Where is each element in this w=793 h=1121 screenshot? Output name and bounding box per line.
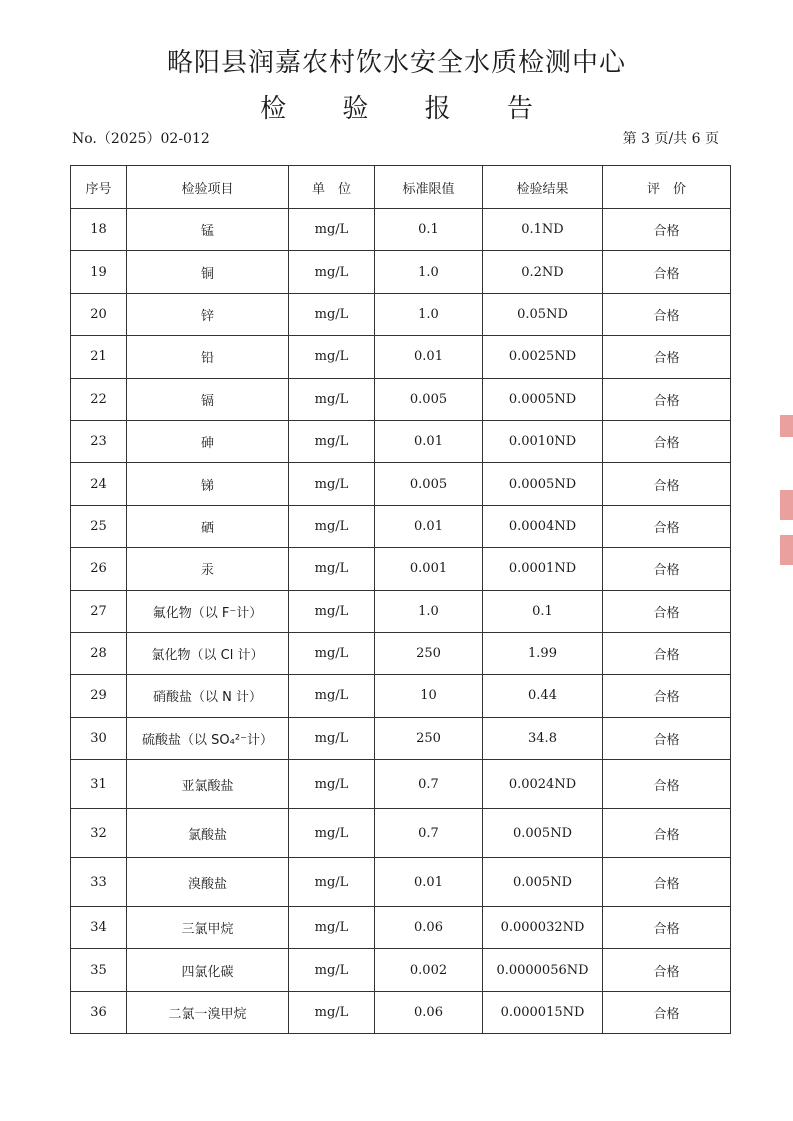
cell-unit: mg/L <box>289 420 375 462</box>
table-row <box>71 632 731 674</box>
cell-unit: mg/L <box>289 632 375 674</box>
cell-evaluation: 合格 <box>603 293 731 335</box>
column-header-result: 检验结果 <box>483 166 603 209</box>
cell-limit: 0.06 <box>375 991 483 1033</box>
cell-evaluation: 合格 <box>603 632 731 674</box>
table-row <box>71 293 731 335</box>
cell-evaluation: 合格 <box>603 251 731 293</box>
table-row <box>71 209 731 251</box>
table-header-row <box>71 166 731 209</box>
cell-item: 亚氯酸盐 <box>127 760 289 809</box>
cell-item: 汞 <box>127 548 289 590</box>
cell-result: 0.05ND <box>483 293 603 335</box>
cell-limit: 0.7 <box>375 809 483 858</box>
cell-index: 21 <box>71 336 127 378</box>
cell-item: 氯化物（以 Cl 计） <box>127 632 289 674</box>
cell-limit: 0.01 <box>375 336 483 378</box>
cell-result: 0.0005ND <box>483 378 603 420</box>
cell-evaluation: 合格 <box>603 336 731 378</box>
cell-item: 砷 <box>127 420 289 462</box>
table-row <box>71 717 731 759</box>
cell-result: 0.005ND <box>483 858 603 907</box>
cell-item: 锰 <box>127 209 289 251</box>
cell-result: 1.99 <box>483 632 603 674</box>
cell-item: 铜 <box>127 251 289 293</box>
table-row <box>71 378 731 420</box>
organization-title: 略阳县润嘉农村饮水安全水质检测中心 <box>166 48 626 78</box>
cell-item: 镉 <box>127 378 289 420</box>
cell-unit: mg/L <box>289 251 375 293</box>
cell-limit: 0.06 <box>375 907 483 949</box>
cell-index: 23 <box>71 420 127 462</box>
cell-evaluation: 合格 <box>603 378 731 420</box>
cell-unit: mg/L <box>289 949 375 991</box>
table-row <box>71 675 731 717</box>
cell-index: 25 <box>71 505 127 547</box>
cell-index: 31 <box>71 760 127 809</box>
cell-evaluation: 合格 <box>603 809 731 858</box>
cell-index: 24 <box>71 463 127 505</box>
cell-unit: mg/L <box>289 590 375 632</box>
cell-result: 0.0010ND <box>483 420 603 462</box>
cell-result: 0.0004ND <box>483 505 603 547</box>
column-header-unit: 单 位 <box>289 166 375 209</box>
table-row <box>71 760 731 809</box>
cell-item: 锌 <box>127 293 289 335</box>
cell-index: 27 <box>71 590 127 632</box>
column-header-index: 序号 <box>71 166 127 209</box>
cell-result: 0.0025ND <box>483 336 603 378</box>
cell-item: 二氯一溴甲烷 <box>127 991 289 1033</box>
cell-unit: mg/L <box>289 717 375 759</box>
cell-evaluation: 合格 <box>603 463 731 505</box>
red-stamp-fragment <box>780 490 793 520</box>
cell-unit: mg/L <box>289 809 375 858</box>
cell-limit: 0.001 <box>375 548 483 590</box>
cell-evaluation: 合格 <box>603 717 731 759</box>
cell-limit: 0.1 <box>375 209 483 251</box>
cell-index: 22 <box>71 378 127 420</box>
cell-evaluation: 合格 <box>603 858 731 907</box>
cell-unit: mg/L <box>289 505 375 547</box>
cell-result: 0.0001ND <box>483 548 603 590</box>
cell-item: 锑 <box>127 463 289 505</box>
cell-evaluation: 合格 <box>603 949 731 991</box>
cell-result: 0.0024ND <box>483 760 603 809</box>
cell-result: 0.1 <box>483 590 603 632</box>
table-row <box>71 463 731 505</box>
cell-index: 30 <box>71 717 127 759</box>
cell-index: 20 <box>71 293 127 335</box>
table-row <box>71 907 731 949</box>
cell-evaluation: 合格 <box>603 505 731 547</box>
cell-result: 0.000032ND <box>483 907 603 949</box>
cell-unit: mg/L <box>289 209 375 251</box>
column-header-item: 检验项目 <box>127 166 289 209</box>
cell-item: 氟化物（以 F⁻计） <box>127 590 289 632</box>
page-indicator: 第 3 页/共 6 页 <box>622 131 719 147</box>
cell-index: 34 <box>71 907 127 949</box>
cell-limit: 0.002 <box>375 949 483 991</box>
cell-evaluation: 合格 <box>603 209 731 251</box>
cell-item: 溴酸盐 <box>127 858 289 907</box>
cell-item: 硝酸盐（以 N 计） <box>127 675 289 717</box>
table-row <box>71 949 731 991</box>
cell-result: 0.1ND <box>483 209 603 251</box>
cell-unit: mg/L <box>289 378 375 420</box>
table-row <box>71 548 731 590</box>
cell-unit: mg/L <box>289 293 375 335</box>
column-header-evaluation: 评 价 <box>603 166 731 209</box>
cell-item: 硒 <box>127 505 289 547</box>
cell-item: 氯酸盐 <box>127 809 289 858</box>
cell-limit: 0.01 <box>375 420 483 462</box>
cell-result: 0.44 <box>483 675 603 717</box>
cell-result: 0.0005ND <box>483 463 603 505</box>
inspection-results-table <box>70 165 731 1034</box>
cell-item: 四氯化碳 <box>127 949 289 991</box>
cell-index: 32 <box>71 809 127 858</box>
red-stamp-fragment <box>780 535 793 565</box>
cell-index: 18 <box>71 209 127 251</box>
table-row <box>71 991 731 1033</box>
table-row <box>71 420 731 462</box>
cell-result: 0.005ND <box>483 809 603 858</box>
cell-result: 0.2ND <box>483 251 603 293</box>
table-row <box>71 590 731 632</box>
cell-evaluation: 合格 <box>603 907 731 949</box>
cell-index: 19 <box>71 251 127 293</box>
cell-item: 硫酸盐（以 SO₄²⁻计） <box>127 717 289 759</box>
cell-index: 28 <box>71 632 127 674</box>
table-row <box>71 336 731 378</box>
cell-limit: 250 <box>375 717 483 759</box>
cell-evaluation: 合格 <box>603 760 731 809</box>
cell-index: 29 <box>71 675 127 717</box>
cell-unit: mg/L <box>289 858 375 907</box>
cell-limit: 0.005 <box>375 463 483 505</box>
cell-result: 0.000015ND <box>483 991 603 1033</box>
cell-evaluation: 合格 <box>603 675 731 717</box>
cell-limit: 10 <box>375 675 483 717</box>
cell-unit: mg/L <box>289 991 375 1033</box>
cell-index: 33 <box>71 858 127 907</box>
cell-limit: 0.01 <box>375 505 483 547</box>
cell-result: 0.0000056ND <box>483 949 603 991</box>
cell-index: 36 <box>71 991 127 1033</box>
cell-evaluation: 合格 <box>603 548 731 590</box>
cell-limit: 1.0 <box>375 590 483 632</box>
cell-limit: 1.0 <box>375 293 483 335</box>
cell-evaluation: 合格 <box>603 590 731 632</box>
cell-evaluation: 合格 <box>603 420 731 462</box>
table-row <box>71 809 731 858</box>
table-row <box>71 505 731 547</box>
cell-evaluation: 合格 <box>603 991 731 1033</box>
cell-unit: mg/L <box>289 336 375 378</box>
cell-unit: mg/L <box>289 463 375 505</box>
cell-result: 34.8 <box>483 717 603 759</box>
cell-item: 铅 <box>127 336 289 378</box>
cell-limit: 1.0 <box>375 251 483 293</box>
cell-limit: 0.7 <box>375 760 483 809</box>
cell-limit: 0.01 <box>375 858 483 907</box>
cell-unit: mg/L <box>289 907 375 949</box>
report-title: 检 验 报 告 <box>260 94 557 124</box>
report-number: No.（2025）02-012 <box>72 131 210 147</box>
cell-unit: mg/L <box>289 548 375 590</box>
cell-item: 三氯甲烷 <box>127 907 289 949</box>
cell-limit: 250 <box>375 632 483 674</box>
table-row <box>71 251 731 293</box>
red-stamp-fragment <box>780 415 793 437</box>
cell-unit: mg/L <box>289 760 375 809</box>
cell-unit: mg/L <box>289 675 375 717</box>
cell-index: 26 <box>71 548 127 590</box>
cell-index: 35 <box>71 949 127 991</box>
column-header-limit: 标准限值 <box>375 166 483 209</box>
cell-limit: 0.005 <box>375 378 483 420</box>
table-row <box>71 858 731 907</box>
